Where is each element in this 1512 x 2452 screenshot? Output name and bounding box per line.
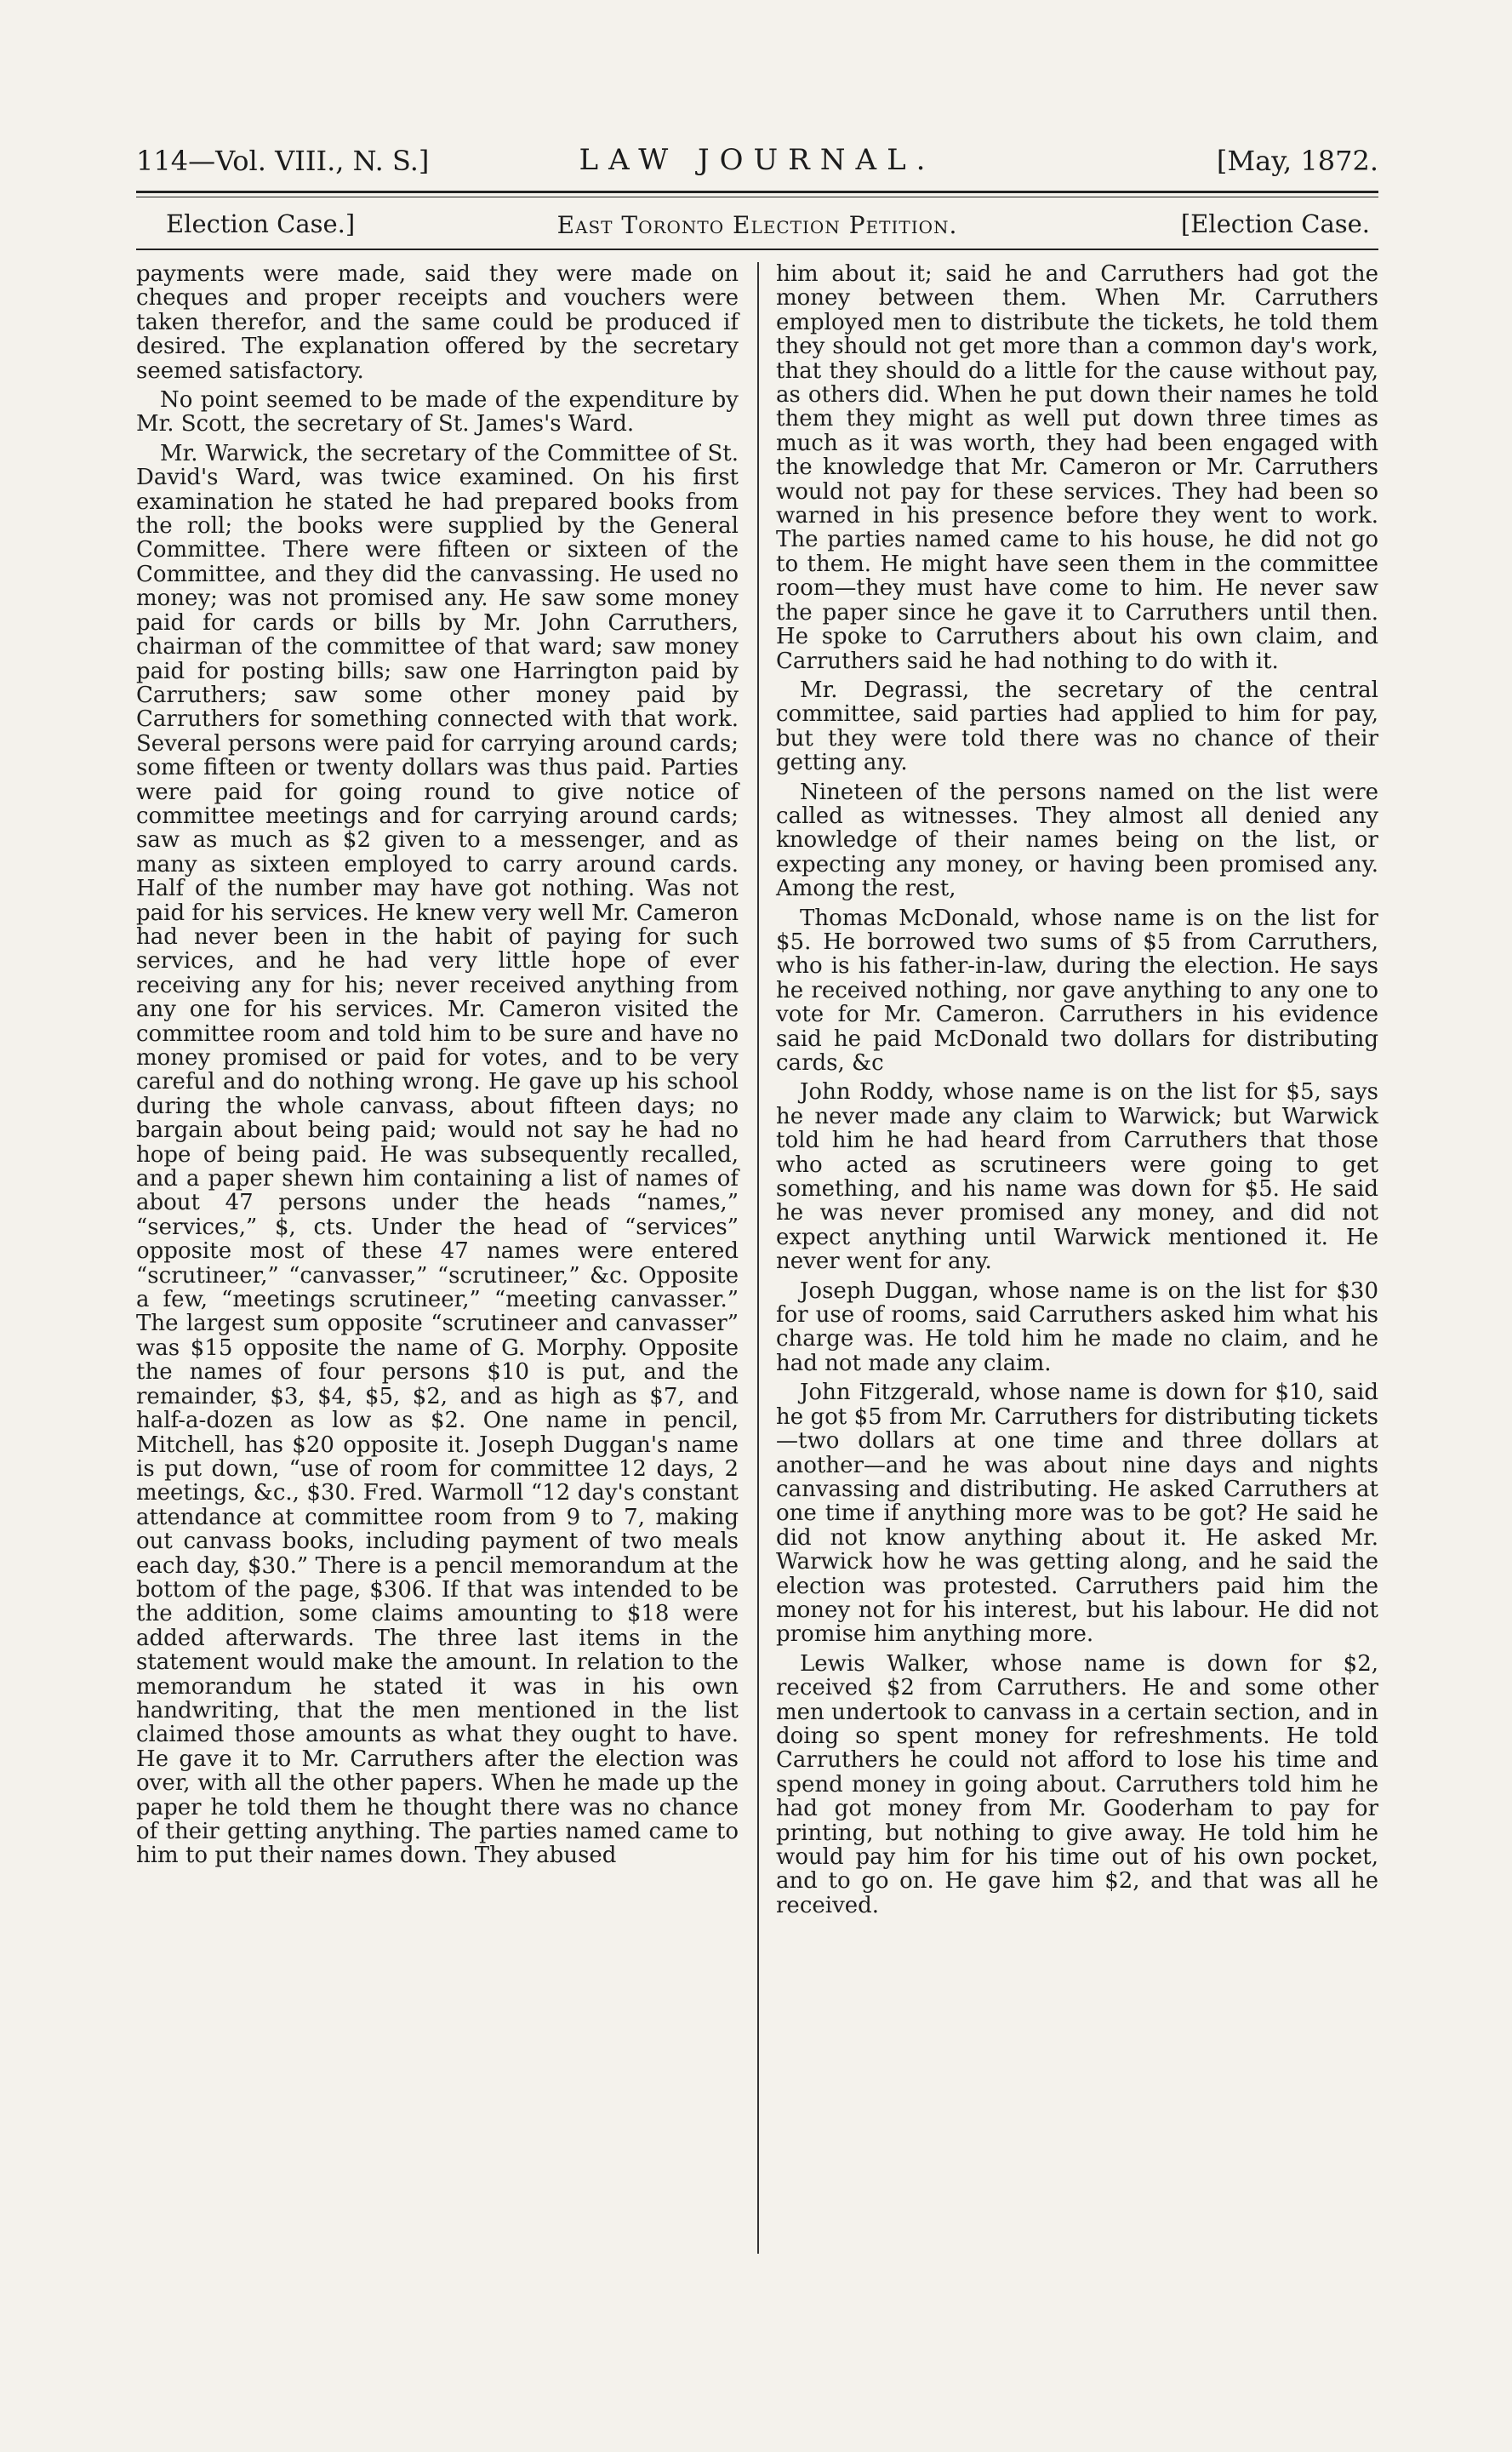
- paragraph: payments were made, said they were made on cheques and proper receipts and vouchers were taken therefor, and the same could be produced if desired. The explanation offered by the secretary seemed satisfactory.: [136, 261, 739, 384]
- section-head: [136, 206, 1378, 247]
- case-type-right: [Election Case.: [1180, 209, 1370, 238]
- paragraph: Lewis Walker, whose name is down for $2, received $2 from Carruthers. He and some other men undertook to canvass in a certain section, and in doing so spent money for refreshments. He told Carruthers he could not afford to lose his time and spend money in going about. Carruthers told him he had got money from Mr. Gooderham to pay for printing, but nothing to give away. He told him he would pay him for his time out of his own pocket, and to go on. He gave him $2, and that was all he received.: [776, 1650, 1378, 1918]
- paragraph: him about it; said he and Carruthers had got the money between them. When Mr. Carruthers employed men to distribute the tickets, he told them they should not get more than a common day's work, that they should do a little for the cause without pay, as others did. When he put down their names he told them they might as well put down three times as much as it was worth, they had been engaged with the knowledge that Mr. Cameron or Mr. Carruthers would not pay for these services. They had been so warned in his presence before they went to work. The parties named came to his house, he did not go to them. He might have seen them in the committee room—they must have come to him. He never saw the paper since he gave it to Carruthers until then. He spoke to Carruthers about his own claim, and Carruthers said he had nothing to do with it.: [776, 261, 1378, 674]
- column-divider: [757, 262, 759, 2254]
- paragraph: Thomas McDonald, whose name is on the list for $5. He borrowed two sums of $5 from Carruthers, who is his father-in-law, during the election. He says he received nothing, nor gave anything to any one to vote for Mr. Cameron. Carruthers in his evidence said he paid McDonald two dollars for distributing cards, &c: [776, 905, 1378, 1076]
- left-column: [136, 262, 739, 1873]
- right-column: [776, 262, 1378, 1923]
- issue-date: [May, 1872.: [1216, 145, 1378, 177]
- paragraph: John Fitzgerald, whose name is down for $10, said he got $5 from Mr. Carruthers for distributing tickets—two dollars at one time and three dollars at another—and he was about nine days and nights canvassing and distributing. He asked Carruthers at one time if anything more was to be got? He said he did not know anything about it. He asked Mr. Warwick how he was getting along, and he said the election was protested. Carruthers paid him the money not for his interest, but his labour. He did not promise him anything more.: [776, 1380, 1378, 1648]
- paragraph: Mr. Degrassi, the secretary of the central committee, said parties had applied to him for pay, but they were told there was no chance of their getting any.: [776, 677, 1378, 776]
- section-rule: [136, 249, 1378, 250]
- paragraph: Mr. Warwick, the secretary of the Committee of St. David's Ward, was twice examined. On his first examination he stated he had prepared books from the roll; the books were supplied by the General Committee. There were fifteen or sixteen of the Committee, and they did the canvassing. He used no money; was not promised any. He saw some money paid for cards or bills by Mr. John Carruthers, chairman of the committee of that ward; saw money paid for posting bills; saw one Harrington paid by Carruthers; saw some other money paid by Carruthers for something connected with that work. Several persons were paid for carrying around cards; some fifteen or twenty dollars was thus paid. Parties were paid for going round to give notice of committee meetings and for carrying around cards; saw as much as $2 given to a messenger, and as many as sixteen employed to carry around cards. Half of the number may have got nothing. Was not paid for his services. He knew very well Mr. Cameron had never been in the habit of paying for such services, and he had very little hope of ever receiving any for his; never received anything from any one for his services. Mr. Cameron visited the committee room and told him to be sure and have no money promised or paid for votes, and to be very careful and do nothing wrong. He gave up his school during the whole canvass, about fifteen days; no bargain about being paid; would not say he had no hope of being paid. He was subsequently recalled, and a paper shewn him containing a list of names of about 47 persons under the heads “names,” “services,” $, cts. Under the head of “services” opposite most of these 47 names were entered “scrutineer,” “canvasser,” “scrutineer,” &c. Opposite a few, “meetings scrutineer,” “meeting canvasser.” The largest sum opposite “scrutineer and canvasser” was $15 opposite the name of G. Morphy. Opposite the names of four persons $10 is put, and the remainder, $3, $4, $5, $2, and as high as $7, and half-a-dozen as low as $2. One name in pencil, Mitchell, has $20 opposite it. Joseph Duggan's name is put down, “use of room for committee 12 days, 2 meetings, &c., $30. Fred. Warmoll “12 day's constant attendance at committee room from 9 to 7, making out canvass books, including payment of two meals each day, $30.” There is a pencil memorandum at the bottom of the page, $306. If that was intended to be the addition, some claims amounting to $18 were added afterwards. The three last items in the statement would make the amount. In relation to the memorandum he stated it was in his own handwriting, that the men mentioned in the list claimed those amounts as what they ought to have. He gave it to Mr. Carruthers after the election was over, with all the other papers. When he made up the paper he told them he thought there was no chance of their getting anything. The parties named came to him to put their names down. They abused: [136, 440, 739, 1869]
- case-title: East Toronto Election Petition.: [556, 211, 958, 239]
- volume-number: 114—Vol. VIII., N. S.]: [136, 145, 430, 177]
- paragraph: John Roddy, whose name is on the list for $5, says he never made any claim to Warwick; but Warwick told him he had heard from Carruthers that those who acted as scrutineers were going to get something, and his name was down for $5. He said he was never promised any money, and did not expect anything until Warwick mentioned it. He never went for any.: [776, 1079, 1378, 1275]
- case-type-left: Election Case.]: [166, 209, 356, 238]
- header-double-rule: [136, 191, 1378, 197]
- running-head: [136, 136, 1378, 187]
- paragraph: Joseph Duggan, whose name is on the list for $30 for use of rooms, said Carruthers asked him what his charge was. He told him he made no claim, and he had not made any claim.: [776, 1277, 1378, 1376]
- paragraph: Nineteen of the persons named on the list were called as witnesses. They almost all denied any knowledge of their names being on the list, or expecting any money, or having been promised any. Among the rest,: [776, 779, 1378, 902]
- text-columns: [136, 262, 1378, 2262]
- journal-page: [136, 136, 1378, 2262]
- paragraph: No point seemed to be made of the expenditure by Mr. Scott, the secretary of St. James's Ward.: [136, 387, 739, 437]
- journal-title: LAW JOURNAL.: [579, 143, 936, 177]
